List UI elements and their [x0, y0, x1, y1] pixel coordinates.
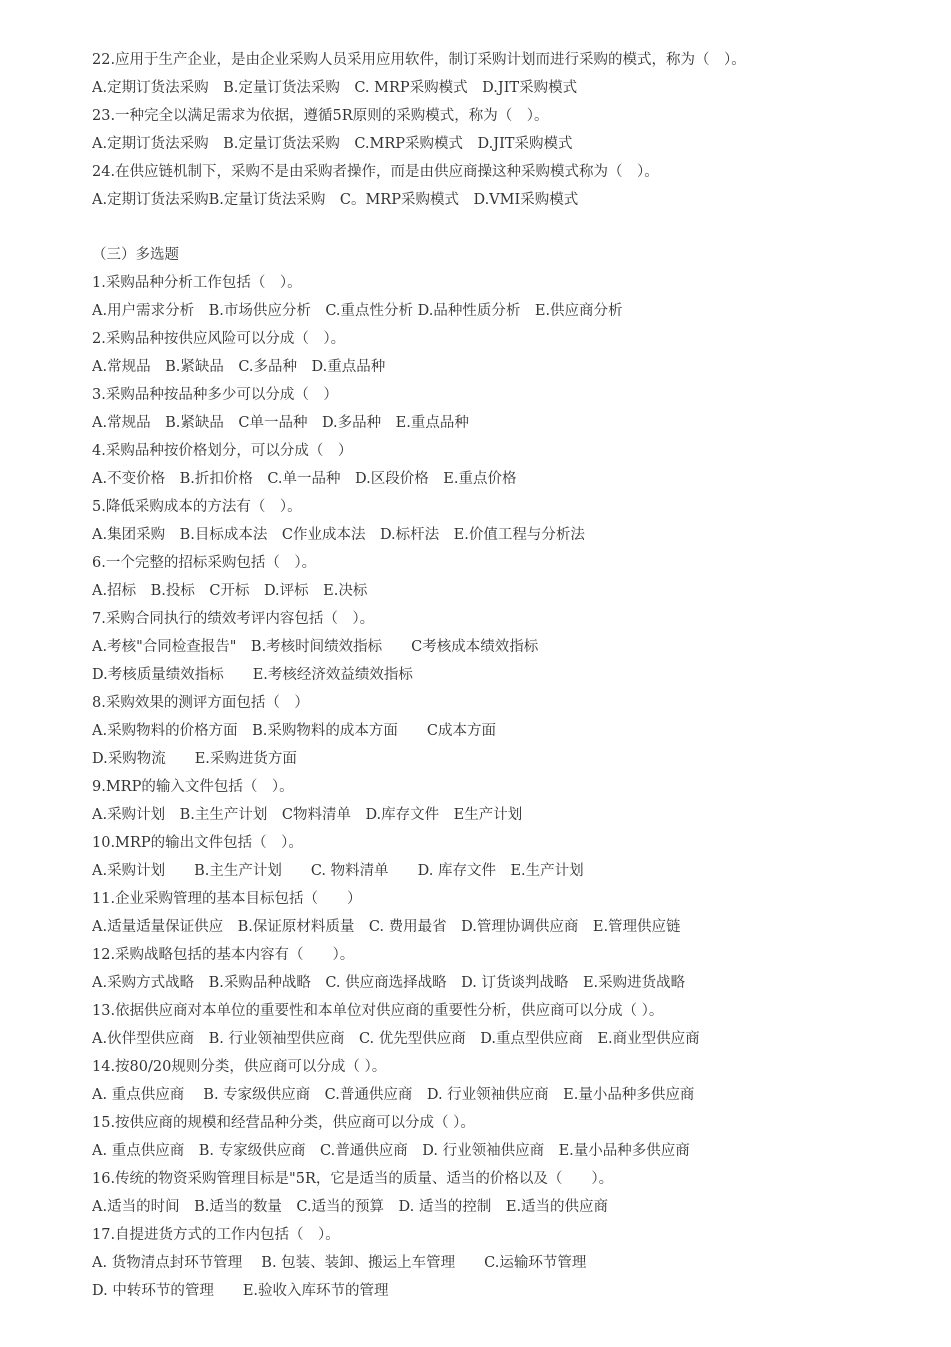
text-line: A.采购计划 B.主生产计划 C物料清单 D.库存文件 E生产计划 [92, 807, 523, 823]
text-line: A.用户需求分析 B.市场供应分析 C.重点性分析 D.品种性质分析 E.供应商分析 [92, 303, 623, 319]
text-line: 15.按供应商的规模和经营品种分类，供应商可以分成（ ）。 [92, 1115, 475, 1131]
text-line: A.适量适量保证供应 B.保证原材料质量 C. 费用最省 D.管理协调供应商 E.管理供应链 [92, 919, 681, 935]
document-page [92, 46, 922, 1305]
text-line: A.伙伴型供应商 B. 行业领袖型供应商 C. 优先型供应商 D.重点型供应商 E.商业型供应商 [92, 1031, 700, 1047]
text-line: A.采购计划 B.主生产计划 C. 物料清单 D. 库存文件 E.生产计划 [92, 863, 584, 879]
text-line: 12.采购战略包括的基本内容有（ ）。 [92, 947, 355, 963]
text-line: A. 货物清点封环节管理 B. 包装、装卸、搬运上车管理 C.运输环节管理 [92, 1255, 587, 1271]
text-line: 17.自提进货方式的工作内包括（ ）。 [92, 1227, 340, 1243]
text-line: A.定期订货法采购 B.定量订货法采购 C. MRP采购模式 D.JIT采购模式 [92, 80, 578, 96]
text-line: D. 中转环节的管理 E.验收入库环节的管理 [92, 1283, 389, 1299]
text-line: D.采购物流 E.采购进货方面 [92, 751, 297, 767]
text-line: A.集团采购 B.目标成本法 C作业成本法 D.标杆法 E.价值工程与分析法 [92, 527, 585, 543]
text-line: A. 重点供应商 B. 专家级供应商 C.普通供应商 D. 行业领袖供应商 E.量小品种多供应商 [92, 1087, 695, 1103]
text-line: 13.依据供应商对本单位的重要性和本单位对供应商的重要性分析，供应商可以分成（ ）。 [92, 1003, 664, 1019]
text-line: 4.采购品种按价格划分，可以分成（ ） [92, 443, 353, 459]
section-spacer [92, 214, 922, 241]
text-line: 2.采购品种按供应风险可以分成（ ）。 [92, 331, 346, 347]
text-line: A.不变价格 B.折扣价格 C.单一品种 D.区段价格 E.重点价格 [92, 471, 517, 487]
text-line: 1.采购品种分析工作包括（ ）。 [92, 275, 302, 291]
text-line: A.定期订货法采购B.定量订货法采购 C。MRP采购模式 D.VMI采购模式 [92, 192, 579, 208]
text-line: 3.采购品种按品种多少可以分成（ ） [92, 387, 338, 403]
section-heading: （三）多选题 [92, 247, 179, 263]
text-line: A.采购物料的价格方面 B.采购物料的成本方面 C成本方面 [92, 723, 496, 739]
text-line: A.适当的时间 B.适当的数量 C.适当的预算 D. 适当的控制 E.适当的供应商 [92, 1199, 609, 1215]
text-line: 5.降低采购成本的方法有（ ）。 [92, 499, 302, 515]
questions-multiple-choice-block [92, 241, 922, 1305]
text-line: A.定期订货法采购 B.定量订货法采购 C.MRP采购模式 D.JIT采购模式 [92, 136, 573, 152]
text-line: A.考核"合同检查报告" B.考核时间绩效指标 C考核成本绩效指标 [92, 639, 539, 655]
text-line: 14.按80/20规则分类，供应商可以分成（ ）。 [92, 1059, 387, 1075]
text-line: 22.应用于生产企业，是由企业采购人员采用应用软件，制订采购计划而进行采购的模式，称为（ ）。 [92, 52, 746, 68]
text-line: 24.在供应链机制下，采购不是由采购者操作，而是由供应商操这种采购模式称为（ ）。 [92, 164, 659, 180]
text-line: A.常规品 B.紧缺品 C单一品种 D.多品种 E.重点品种 [92, 415, 469, 431]
text-line: 10.MRP的输出文件包括（ ）。 [92, 835, 303, 851]
text-line: 23.一种完全以满足需求为依据，遵循5R原则的采购模式，称为（ ）。 [92, 108, 549, 124]
text-line: A.常规品 B.紧缺品 C.多品种 D.重点品种 [92, 359, 386, 375]
text-line: 16.传统的物资采购管理目标是"5R，它是适当的质量、适当的价格以及（ ）。 [92, 1171, 614, 1187]
text-line: 11.企业采购管理的基本目标包括（ ） [92, 891, 362, 907]
text-line: 7.采购合同执行的绩效考评内容包括（ ）。 [92, 611, 375, 627]
text-line: A.采购方式战略 B.采购品种战略 C. 供应商选择战略 D. 订货谈判战略 E.采购进货战略 [92, 975, 686, 991]
text-line: 8.采购效果的测评方面包括（ ） [92, 695, 309, 711]
text-line: 6.一个完整的招标采购包括（ ）。 [92, 555, 317, 571]
text-line: A. 重点供应商 B. 专家级供应商 C.普通供应商 D. 行业领袖供应商 E.量小品种多供应商 [92, 1143, 690, 1159]
text-line: D.考核质量绩效指标 E.考核经济效益绩效指标 [92, 667, 413, 683]
text-line: 9.MRP的输入文件包括（ ）。 [92, 779, 294, 795]
questions-single-choice-block [92, 46, 922, 214]
text-line: A.招标 B.投标 C开标 D.评标 E.决标 [92, 583, 368, 599]
